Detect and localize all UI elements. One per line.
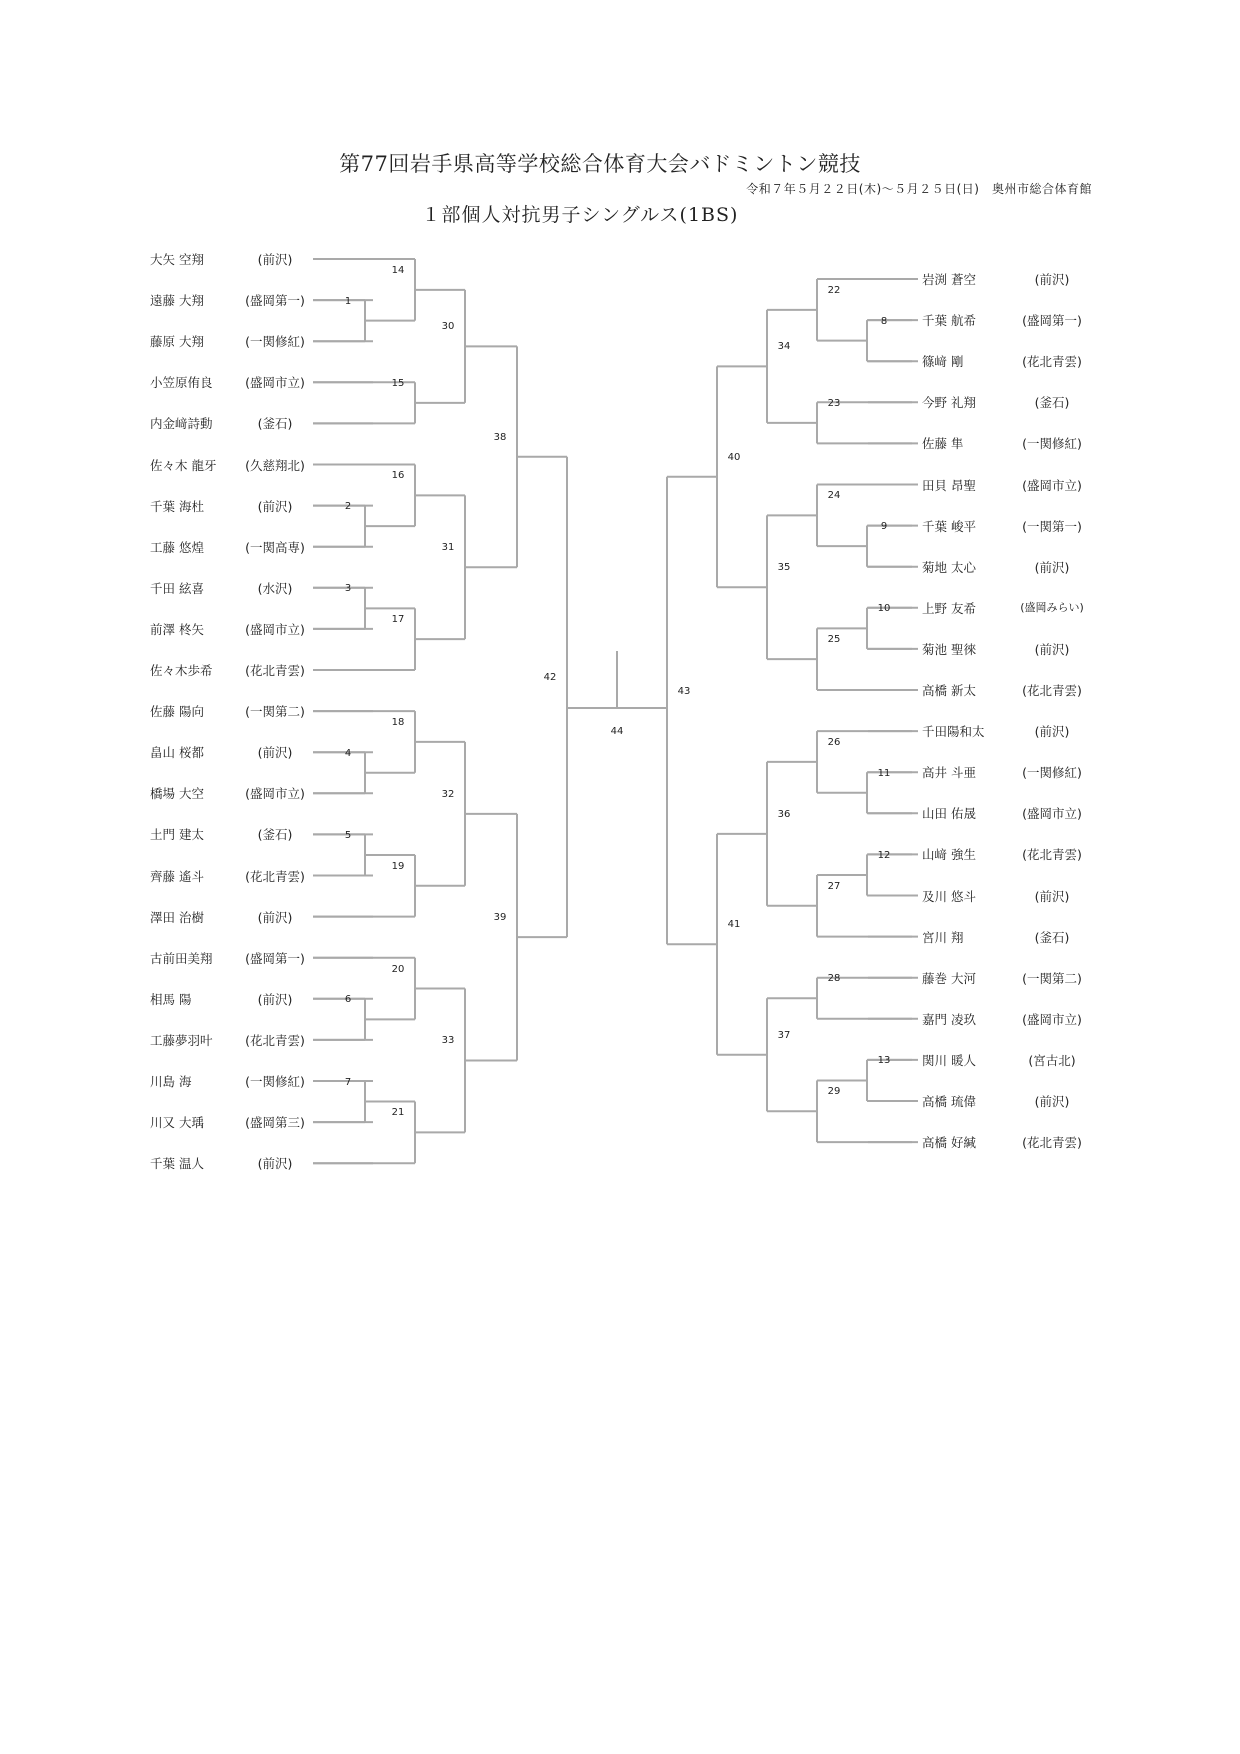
player-school: (盛岡市立) [245, 621, 305, 637]
player-school: (盛岡第一) [245, 950, 305, 966]
player-name: 関川 暖人 [922, 1052, 976, 1068]
match-number: 9 [880, 521, 888, 533]
match-number: 43 [677, 685, 691, 697]
player-name: 小笠原侑良 [150, 375, 213, 391]
player-name: 嘉門 凌玖 [922, 1011, 976, 1027]
player-name: 橋場 大空 [150, 786, 204, 802]
player-name: 今野 礼翔 [922, 395, 976, 411]
match-number: 24 [827, 490, 841, 502]
player-school: (釜石) [1034, 929, 1070, 945]
player-school: (花北青雲) [245, 1032, 305, 1048]
player-name: 高橋 琉偉 [922, 1094, 976, 1109]
player-name: 高橋 新太 [922, 683, 976, 698]
player-school: (盛岡市立) [245, 786, 305, 802]
player-school: (一関第二) [245, 704, 305, 720]
player-school: (前沢) [1034, 1094, 1070, 1109]
match-number: 30 [441, 321, 455, 333]
player-name: 千葉 峻平 [922, 518, 976, 534]
player-name: 千田 絃喜 [150, 580, 204, 596]
player-school: (一関第一) [1022, 518, 1082, 534]
match-number: 19 [391, 860, 405, 872]
player-name: 上野 友希 [922, 600, 976, 616]
match-number: 8 [880, 315, 888, 327]
player-name: 川又 大瑀 [150, 1115, 204, 1131]
player-name: 岩渕 蒼空 [922, 272, 976, 287]
player-school: (前沢) [1034, 888, 1070, 904]
match-number: 37 [777, 1029, 791, 1041]
match-number: 40 [727, 451, 741, 463]
player-name: 土門 建太 [150, 827, 204, 843]
player-school: (前沢) [1034, 641, 1070, 657]
player-name: 高井 斗亜 [922, 765, 976, 781]
player-school: (盛岡市立) [1022, 477, 1082, 493]
player-school: (前沢) [1034, 559, 1070, 575]
match-number: 13 [877, 1055, 891, 1067]
player-school: (盛岡第一) [1022, 313, 1082, 329]
player-name: 佐藤 陽向 [150, 704, 204, 720]
date-venue: 令和７年５月２２日(木)～５月２５日(日) 奥州市総合体育館 [746, 182, 1092, 196]
player-school: (花北青雲) [1022, 683, 1082, 698]
match-number: 26 [827, 736, 841, 748]
match-number: 4 [344, 747, 352, 759]
player-name: 佐藤 隼 [922, 436, 964, 452]
match-number: 25 [827, 634, 841, 646]
player-name: 澤田 治樹 [150, 909, 204, 925]
player-school: (前沢) [257, 252, 293, 267]
player-name: 田貝 昂聖 [922, 477, 976, 493]
player-name: 藤巻 大河 [922, 970, 976, 986]
match-number: 10 [877, 603, 891, 615]
player-name: 畠山 桜都 [150, 745, 204, 761]
player-school: (前沢) [1034, 272, 1070, 287]
player-school: (一関修紅) [1022, 436, 1082, 452]
player-school: (一関修紅) [1022, 765, 1082, 781]
match-number: 44 [610, 726, 624, 737]
match-number: 36 [777, 808, 791, 820]
player-name: 相馬 陽 [150, 991, 192, 1007]
player-school: (花北青雲) [245, 868, 305, 884]
player-name: 藤原 大翔 [150, 334, 204, 350]
match-number: 1 [344, 295, 352, 307]
match-number: 16 [391, 470, 405, 482]
player-name: 大矢 空翔 [150, 252, 204, 267]
match-number: 23 [827, 397, 841, 409]
player-school: (盛岡みらい) [1020, 600, 1084, 614]
player-school: (盛岡第三) [245, 1115, 305, 1131]
player-school: (前沢) [1034, 724, 1070, 740]
player-school: (花北青雲) [1022, 847, 1082, 863]
match-number: 33 [441, 1035, 455, 1047]
player-name: 佐々木 龍牙 [150, 457, 217, 473]
player-name: 菊池 聖徠 [922, 641, 976, 657]
player-name: 工藤 悠煌 [150, 539, 204, 555]
player-name: 宮川 翔 [922, 929, 964, 945]
player-school: (久慈翔北) [245, 457, 305, 473]
player-school: (盛岡市立) [1022, 1011, 1082, 1027]
match-number: 29 [827, 1086, 841, 1098]
player-name: 千田陽和太 [922, 724, 985, 740]
player-school: (一関修紅) [245, 1074, 305, 1089]
player-school: (釜石) [257, 827, 293, 843]
player-school: (一関第二) [1022, 970, 1082, 986]
player-name: 川島 海 [150, 1074, 192, 1089]
player-name: 及川 悠斗 [922, 888, 976, 904]
match-number: 41 [727, 919, 741, 931]
player-school: (一関修紅) [245, 334, 305, 350]
player-school: (盛岡第一) [245, 293, 305, 309]
player-school: (釜石) [1034, 395, 1070, 411]
player-school: (前沢) [257, 498, 293, 514]
match-number: 2 [344, 501, 352, 513]
match-number: 27 [827, 880, 841, 892]
player-school: (水沢) [257, 580, 293, 596]
player-name: 篠﨑 剛 [922, 354, 964, 370]
match-number: 32 [441, 788, 455, 800]
match-number: 21 [391, 1107, 405, 1119]
player-name: 前澤 柊矢 [150, 621, 204, 637]
player-name: 山田 佑晟 [922, 806, 976, 822]
player-school: (釜石) [257, 416, 293, 432]
event-subtitle: １部個人対抗男子シングルス(1BS) [421, 204, 739, 226]
match-number: 22 [827, 284, 841, 296]
player-name: 千葉 海杜 [150, 498, 204, 514]
player-school: (前沢) [257, 909, 293, 925]
player-school: (盛岡市立) [245, 375, 305, 391]
player-school: (前沢) [257, 991, 293, 1007]
match-number: 14 [391, 264, 405, 276]
match-number: 28 [827, 973, 841, 985]
player-school: (一関高専) [245, 539, 305, 555]
match-number: 39 [493, 912, 507, 924]
player-name: 遠藤 大翔 [150, 293, 204, 309]
player-name: 工藤夢羽叶 [150, 1032, 213, 1048]
match-number: 15 [391, 377, 405, 389]
player-school: (前沢) [257, 1156, 293, 1172]
match-number: 34 [777, 341, 791, 353]
match-number: 20 [391, 963, 405, 975]
player-name: 高橋 好緘 [922, 1135, 976, 1151]
player-school: (花北青雲) [1022, 354, 1082, 370]
player-school: (花北青雲) [1022, 1135, 1082, 1151]
match-number: 42 [543, 671, 557, 683]
match-number: 5 [344, 829, 352, 841]
player-name: 内金﨑詩動 [150, 416, 213, 432]
match-number: 6 [344, 994, 352, 1006]
player-name: 佐々木歩希 [150, 663, 213, 678]
match-number: 35 [777, 562, 791, 574]
match-number: 31 [441, 542, 455, 554]
player-school: (前沢) [257, 745, 293, 761]
player-name: 千葉 温人 [150, 1156, 204, 1172]
match-number: 7 [344, 1076, 352, 1088]
match-number: 18 [391, 716, 405, 728]
player-name: 齊藤 遙斗 [150, 868, 204, 884]
player-name: 菊地 太心 [922, 559, 976, 575]
player-school: (宮古北) [1028, 1052, 1076, 1068]
player-school: (盛岡市立) [1022, 806, 1082, 822]
player-name: 千葉 航希 [922, 313, 976, 329]
player-name: 古前田美翔 [150, 950, 213, 966]
match-number: 11 [877, 767, 891, 779]
match-number: 17 [391, 614, 405, 626]
match-number: 3 [344, 583, 352, 595]
match-number: 38 [493, 431, 507, 443]
match-number: 12 [877, 849, 891, 861]
player-school: (花北青雲) [245, 663, 305, 678]
tournament-title: 第77回岩手県高等学校総合体育大会バドミントン競技 [339, 152, 861, 176]
player-name: 山﨑 強生 [922, 847, 976, 863]
